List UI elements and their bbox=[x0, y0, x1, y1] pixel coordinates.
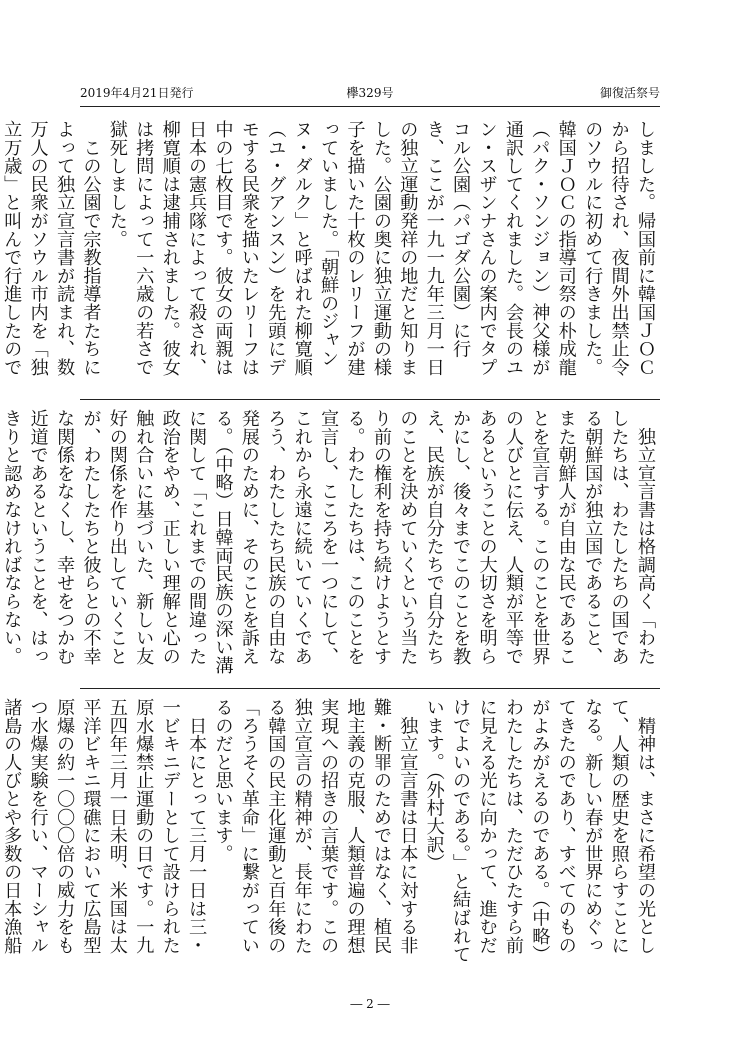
page-header bbox=[80, 84, 660, 106]
issue-date: 2019年4月21日発行 bbox=[80, 86, 194, 100]
paragraph: この公園で宗教指導者たちによって独立宣言書が読まれ、数万人の民衆がソウル市内を「独立万歳」と叫んで行進したので bbox=[1, 120, 102, 377]
paragraph: 独立宣言書は日本に対する非難・断罪のためではなく、植民地主義の克服、人類普遍の理想実現への招きの言葉です。この独立宣言の精神が、長年にわたる韓国の民主化運動と百年後の「ろうそく革命」に繋がっているのだと思います。 bbox=[212, 698, 419, 955]
issue-title: 御復活祭号 bbox=[599, 86, 660, 100]
column-text-bottom bbox=[0, 698, 658, 970]
column-text-middle bbox=[0, 409, 658, 681]
issue-number: 欅329号 bbox=[346, 86, 394, 100]
paragraph: 精神は、まさに希望の光として、人類の歴史を照らすことになる。新しい春が世界にめぐってきたのであり、すべてのものがよみがえるのである。（中略）わたしたちは、ただひたすら前に見える光に向かって、進むだけでよいのである。」と結ばれています。（外村大訳） bbox=[423, 698, 656, 964]
column-text-top bbox=[0, 120, 658, 392]
band-rule bbox=[80, 399, 660, 400]
paragraph: しました。帰国前に韓国ＪＯＣから招待され、夜間外出禁止令のソウルに初めて行きました。韓国ＪＯＣの指導司祭の朴成龍（パク・ソンジョン）神父様が通訳してくれました。会長のユン・スザンナさんの案内でタプコル公園（パゴダ公園）に行き、ここが一九一九年三月一日の独立運動発祥の地だと知りました。公園の奥に独立運動の様子を描いた十枚のレリーフが建っていました。「朝鮮のジャンヌ・ダルク」と呼ばれた柳寛順（ユ・グアンスン）を先頭にデモする民衆を描いたレリーフは中の七枚目です。彼女の両親は日本の憲兵隊によって殺され、柳寛順は逮捕されました。彼女は拷問によって一六歳の若さで獄死しました。 bbox=[106, 120, 656, 377]
page-number: ― 2 ― bbox=[350, 997, 390, 1011]
text-band-top bbox=[1, 120, 658, 392]
text-band-middle bbox=[1, 409, 658, 681]
paragraph: 独立宣言書は格調高く「わたしたちは、わたしたちの国である朝鮮国が独立国であること、また朝鮮人が自由な民であることを宣言する。このことを世界の人びとに伝え、人類が平等であるということの大切さを明らかにし、後々までこのことを教え、民族が自分たちで自分たちのことを決めていくという当たり前の権利を持ち続けようとする。わたしたちは、このことを宣言し、こころを一つにして、これから永遠に続いていくであろう、わたしたち民族の自由な発展のために、そのことを訴える。（中略）日韓両民族の深い溝に関して「これまでの間違った政治をやめ、正しい理解と心の触れ合いに基づいた、新しい友好の関係を作り出していくことが、わたしたちと彼らとの不幸な関係をなくし、幸せをつかむ近道であるということを、はっきりと認めなければならない。 bbox=[1, 409, 656, 675]
header-rule bbox=[80, 106, 660, 107]
paragraph: 日本にとって三月一日は三・一ビキニデーとして設けられた原水爆禁止運動の日です。一九五四年三月一日未明、米国は太平洋ビキニ環礁において広島型原爆の約一〇〇〇倍の威力をもつ水爆実験を行い、マーシャル諸島の人びとや多数の日本漁船 bbox=[1, 698, 208, 955]
band-rule bbox=[80, 688, 660, 689]
text-band-bottom bbox=[1, 698, 658, 970]
